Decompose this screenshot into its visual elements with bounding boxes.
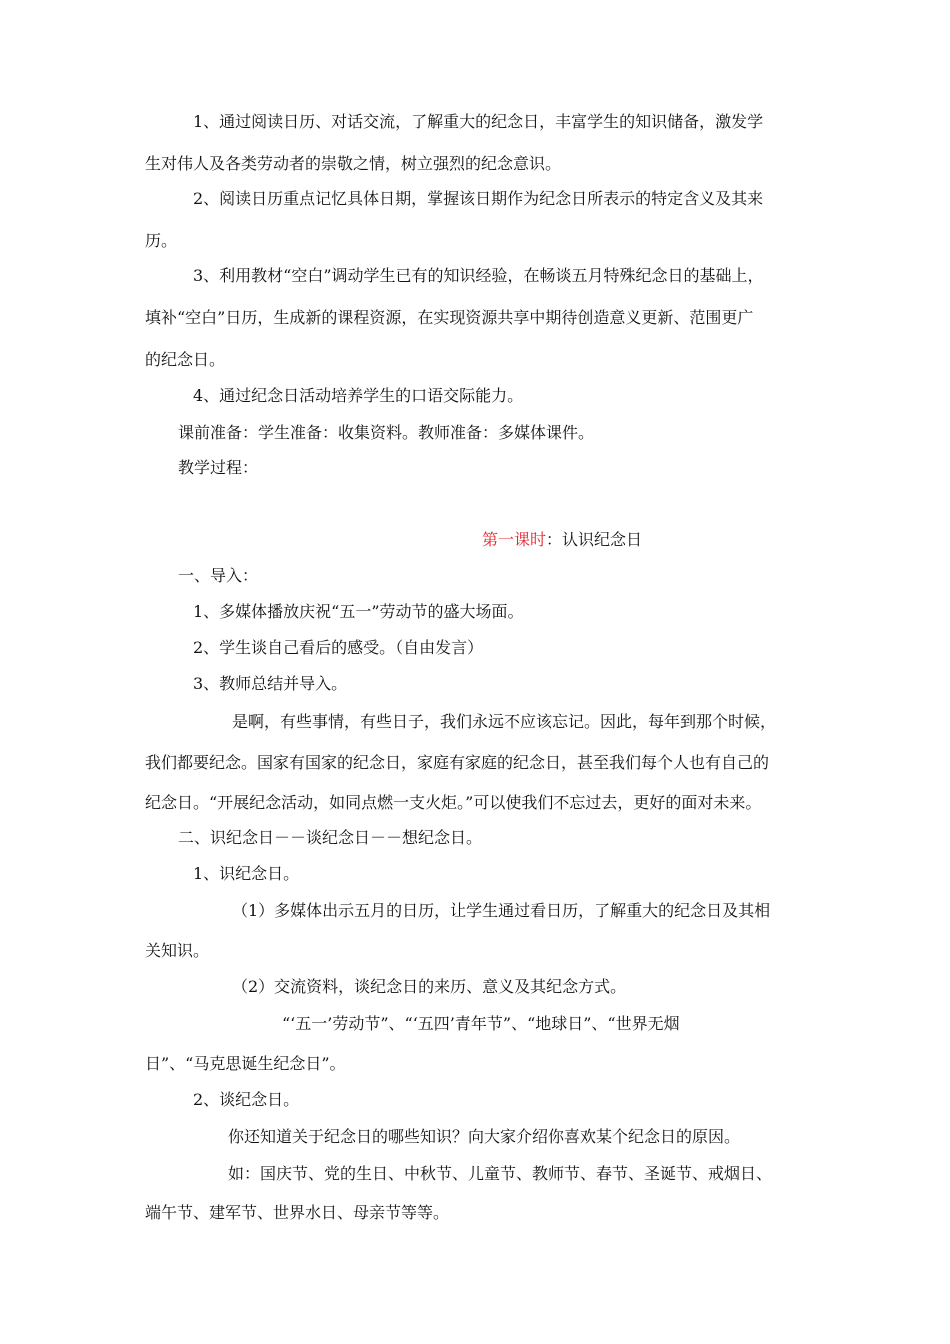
goal-3-line-2: 填补“空白”日历，生成新的课程资源，在实现资源共享中期待创造意义更新、范围更广 [145,308,754,327]
commemoration-days-line-2: 日”、“马克思诞生纪念日”。 [145,1054,346,1073]
part-1-step-1: 1、多媒体播放庆祝“五一”劳动节的盛大场面。 [193,602,524,621]
lesson-heading-prefix: 第一课时 [482,530,547,549]
process-label: 教学过程： [178,458,259,477]
part-1-step-2: 2、学生谈自己看后的感受。（自由发言） [193,638,484,657]
goal-2-line-1: 2、阅读日历重点记忆具体日期，掌握该日期作为纪念日所表示的特定含义及其来 [193,189,764,208]
part-2-question: 你还知道关于纪念日的哪些知识？向大家介绍你喜欢某个纪念日的原因。 [228,1127,741,1146]
part-1-paragraph-line-3: 纪念日。“开展纪念活动，如同点燃一支火炬。”可以使我们不忘过去，更好的面对未来。 [145,793,762,812]
part-2-examples-line-2: 端午节、建军节、世界水日、母亲节等等。 [145,1203,450,1222]
goal-3-line-3: 的纪念日。 [145,350,226,369]
part-2-step-1-2: （2）交流资料，谈纪念日的来历、意义及其纪念方式。 [232,977,627,996]
goal-1-line-2: 生对伟人及各类劳动者的崇敬之情，树立强烈的纪念意识。 [145,154,562,173]
goal-2-line-2: 历。 [145,231,178,250]
part-2-step-1-1-line-2: 关知识。 [145,941,210,960]
commemoration-days-line-1: “‘五一’劳动节”、“‘五四’青年节”、“地球日”、“世界无烟 [282,1014,680,1033]
part-2-step-1-1-line-1: （1）多媒体出示五月的日历，让学生通过看日历，了解重大的纪念日及其相 [232,901,771,920]
goal-1-line-1: 1、通过阅读日历、对话交流，了解重大的纪念日，丰富学生的知识储备，激发学 [193,112,764,131]
lesson-heading-title: ：认识纪念日 [546,530,643,549]
part-1-step-3: 3、教师总结并导入。 [193,674,348,693]
part-2-step-2: 2、谈纪念日。 [193,1090,300,1109]
part-1-paragraph-line-1: 是啊，有些事情，有些日子，我们永远不应该忘记。因此，每年到那个时候， [232,712,777,731]
lesson-heading [482,530,642,550]
part-2-heading: 二、识纪念日－－谈纪念日－－想纪念日。 [178,828,483,847]
part-2-examples-line-1: 如：国庆节、党的生日、中秋节、儿童节、教师节、春节、圣诞节、戒烟日、 [228,1164,773,1183]
preparation: 课前准备：学生准备：收集资料。教师准备：多媒体课件。 [178,423,595,442]
part-1-paragraph-line-2: 我们都要纪念。国家有国家的纪念日，家庭有家庭的纪念日，甚至我们每个人也有自己的 [145,753,770,772]
part-1-heading: 一、导入： [178,566,259,585]
goal-4: 4、通过纪念日活动培养学生的口语交际能力。 [193,386,524,405]
part-2-step-1: 1、识纪念日。 [193,864,300,883]
goal-3-line-1: 3、利用教材“空白”调动学生已有的知识经验，在畅谈五月特殊纪念日的基础上， [193,266,764,285]
